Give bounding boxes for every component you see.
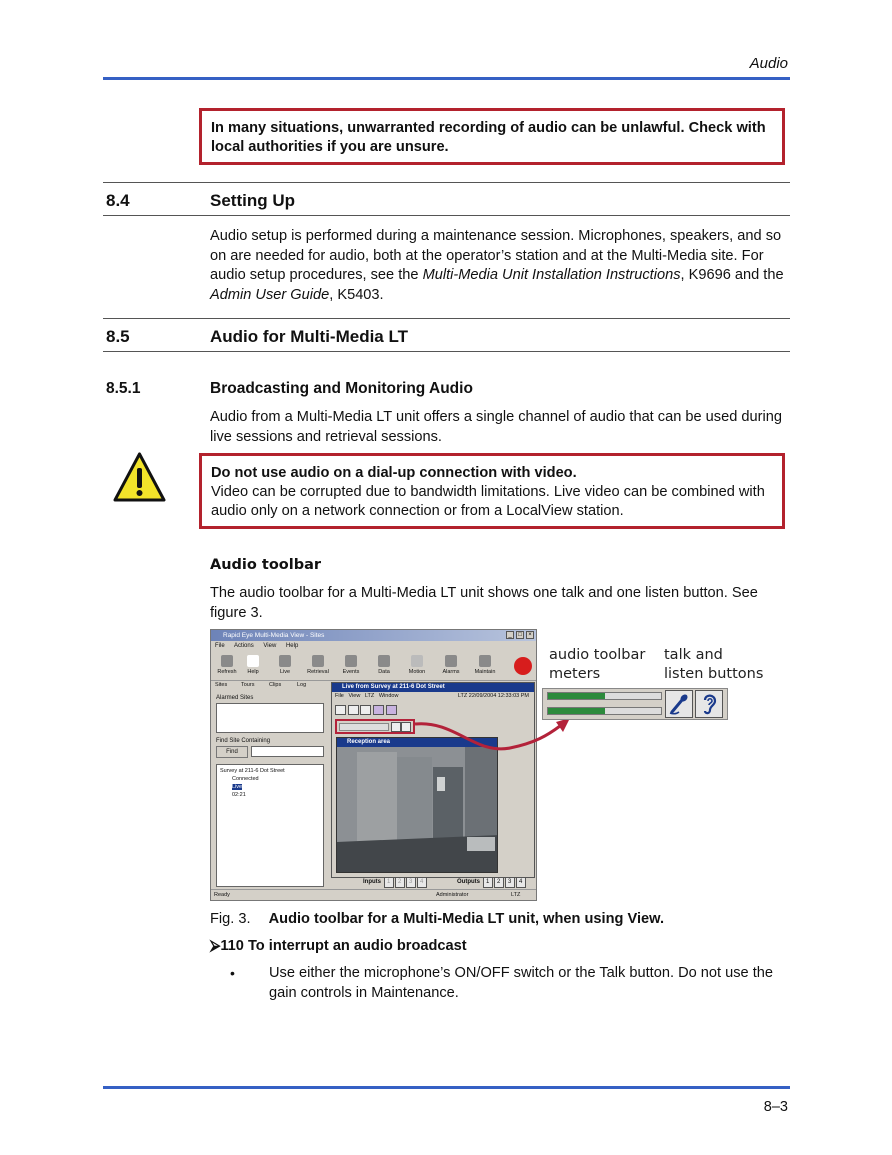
- video-titlebar: Reception area: [337, 738, 497, 747]
- audio-meter-bottom: [547, 707, 662, 715]
- site-tree[interactable]: [216, 764, 324, 887]
- subsection-title: Broadcasting and Monitoring Audio: [210, 380, 473, 397]
- menu-file[interactable]: File: [215, 643, 225, 649]
- events-icon: [345, 655, 357, 667]
- status-zone: LTZ: [511, 892, 521, 898]
- status-user: Administrator: [436, 892, 469, 898]
- caption-text: Audio toolbar for a Multi-Media LT unit, when using View.: [268, 911, 664, 927]
- input-button[interactable]: 1: [384, 877, 394, 888]
- bullet-icon: •: [230, 965, 235, 981]
- section-title: Setting Up: [210, 191, 295, 210]
- tool-label: Retrieval: [307, 669, 329, 675]
- warning-body: Video can be corrupted due to bandwidth limitations. Live video can be combined with audio only on a network connection or from a LocalView station.: [211, 484, 765, 519]
- alarm-icon: [445, 655, 457, 667]
- procedure-title: 110 To interrupt an audio broadcast: [220, 938, 467, 954]
- tab-tours[interactable]: Tours: [241, 682, 255, 688]
- retrieval-icon: [312, 655, 324, 667]
- outputs-group: [457, 877, 526, 888]
- menu-view[interactable]: View: [263, 643, 277, 649]
- output-button[interactable]: 4: [516, 877, 526, 888]
- setup-text-a: Audio setup is performed during a maintenance session. Microphones, speakers, and so on are needed for audio, both at the operator’s station and at the Multi-Media site. For audio setup procedures, see the: [210, 228, 782, 283]
- tree-connected[interactable]: Connected: [232, 776, 259, 782]
- broadcast-paragraph: Audio from a Multi-Media LT unit offers a single channel of audio that can be used during live sessions and retrieval sessions.: [210, 409, 782, 445]
- tool-label: Refresh: [217, 669, 237, 675]
- data-tool[interactable]: [368, 653, 400, 675]
- inputs-group: [363, 877, 427, 888]
- tool-label: Alarms: [442, 669, 460, 675]
- refresh-icon: [221, 655, 233, 667]
- audio-toolbar-paragraph: The audio toolbar for a Multi-Media LT unit shows one talk and one listen button. See figure 3.: [210, 585, 758, 621]
- tool-label: Maintain: [474, 669, 496, 675]
- output-button[interactable]: 2: [494, 877, 504, 888]
- setup-text-b: , K9696 and the: [680, 267, 784, 283]
- section-number: 8.5: [106, 327, 130, 346]
- setup-text-c: , K5403.: [329, 286, 384, 303]
- tab-clips[interactable]: Clips: [269, 682, 282, 688]
- menu-bar: [211, 642, 536, 651]
- maintain-tool[interactable]: [469, 653, 501, 675]
- menu-help[interactable]: Help: [285, 643, 299, 649]
- live-menu-ltz[interactable]: LTZ: [364, 693, 375, 699]
- header-rule: [103, 77, 790, 80]
- arrow-icon: ⮚: [210, 938, 221, 954]
- caption-number: Fig. 3.: [210, 911, 251, 927]
- setup-paragraph: [210, 227, 790, 305]
- callout-arrow-icon: [280, 700, 580, 770]
- meters-label: audio toolbar meters: [549, 647, 646, 682]
- audio-meter-top: [547, 692, 662, 700]
- menu-actions[interactable]: Actions: [234, 643, 254, 649]
- caution-icon: [112, 451, 167, 503]
- motion-tool[interactable]: [401, 653, 433, 675]
- live-titlebar: Live from Survey at 211-6 Dot Street: [332, 683, 534, 692]
- input-button[interactable]: 2: [395, 877, 405, 888]
- tree-live[interactable]: Live: [232, 784, 243, 790]
- close-icon[interactable]: ×: [526, 631, 534, 639]
- main-toolbar: [211, 653, 536, 681]
- tab-sites[interactable]: Sites: [215, 682, 228, 688]
- live-menu-file[interactable]: File: [335, 693, 344, 699]
- alarms-tool[interactable]: [435, 653, 467, 675]
- section-rule-top: [103, 318, 790, 319]
- meter-fill: [548, 693, 605, 699]
- help-icon: [247, 655, 259, 667]
- audio-toolbar-heading: Audio toolbar: [210, 557, 322, 573]
- ear-icon: [696, 691, 722, 717]
- microphone-icon: [666, 691, 692, 717]
- page-number: 8–3: [763, 1099, 788, 1115]
- install-doc-ref: Multi-Media Unit Installation Instructions: [422, 267, 681, 283]
- section-rule-top: [103, 182, 790, 183]
- live-menu-window[interactable]: Window: [378, 693, 399, 699]
- data-icon: [378, 655, 390, 667]
- window-titlebar: [211, 630, 536, 641]
- record-icon[interactable]: [514, 657, 532, 675]
- meter-fill: [548, 708, 605, 714]
- tab-log[interactable]: Log: [297, 682, 307, 688]
- warning-text: In many situations, unwarranted recording of audio can be unlawful. Check with local authorities if you are unsure.: [211, 120, 766, 155]
- status-bar: [211, 889, 536, 900]
- minimize-icon[interactable]: _: [506, 631, 514, 639]
- bullet-text: Use either the microphone’s ON/OFF switch or the Talk button. Do not use the gain controls in Maintenance.: [269, 965, 773, 1001]
- section-rule-bottom: [103, 351, 790, 352]
- footer-rule: [103, 1086, 790, 1089]
- buttons-label: talk and listen buttons: [664, 647, 764, 682]
- inputs-label: Inputs: [363, 879, 381, 885]
- outputs-label: Outputs: [457, 879, 480, 885]
- alarmed-sites-label: Alarmed Sites: [216, 695, 254, 701]
- section-number: 8.4: [106, 191, 130, 210]
- input-button[interactable]: 3: [406, 877, 416, 888]
- events-tool[interactable]: [335, 653, 367, 675]
- tool-label: Motion: [408, 669, 426, 675]
- warning-box-dialup: [199, 453, 785, 529]
- tool-label: Events: [342, 669, 360, 675]
- find-site-label: Find Site Containing: [216, 738, 271, 744]
- subsection-number: 8.5.1: [106, 380, 141, 397]
- section-rule-bottom: [103, 215, 790, 216]
- tree-time[interactable]: 02:21: [232, 792, 246, 798]
- section-title: Audio for Multi-Media LT: [210, 327, 408, 346]
- tree-site[interactable]: Survey at 211-6 Dot Street: [220, 768, 285, 774]
- motion-icon: [411, 655, 423, 667]
- figure-caption: [210, 911, 664, 927]
- tool-label: Help: [247, 669, 259, 675]
- window-title: Rapid Eye Multi-Media View - Sites: [223, 632, 325, 639]
- output-button[interactable]: 3: [505, 877, 515, 888]
- audio-toolbar-enlarged: [542, 688, 728, 720]
- maintain-icon: [479, 655, 491, 667]
- warning-box-recording: [199, 108, 785, 165]
- tool-label: Live: [279, 669, 291, 675]
- input-button[interactable]: 4: [417, 877, 427, 888]
- pane-tabs: [213, 682, 327, 692]
- warning-heading: Do not use audio on a dial-up connection with video.: [211, 465, 577, 481]
- find-button[interactable]: Find: [216, 746, 248, 758]
- listen-button[interactable]: [695, 690, 723, 718]
- maximize-icon[interactable]: □: [516, 631, 524, 639]
- live-tool[interactable]: [269, 653, 301, 675]
- talk-button[interactable]: [665, 690, 693, 718]
- running-header: Audio: [749, 55, 788, 72]
- help-tool[interactable]: [237, 653, 269, 675]
- retrieval-tool[interactable]: [302, 653, 334, 675]
- live-menu: [335, 693, 531, 699]
- camera-icon: [279, 655, 291, 667]
- output-button[interactable]: 1: [483, 877, 493, 888]
- admin-guide-ref: Admin User Guide: [210, 286, 330, 303]
- tool-label: Data: [378, 669, 390, 675]
- procedure-heading: [210, 938, 467, 954]
- live-menu-view[interactable]: View: [348, 693, 361, 699]
- live-timestamp: LTZ 22/09/2004 12:33:03 PM: [457, 693, 529, 699]
- status-ready: Ready: [214, 892, 230, 898]
